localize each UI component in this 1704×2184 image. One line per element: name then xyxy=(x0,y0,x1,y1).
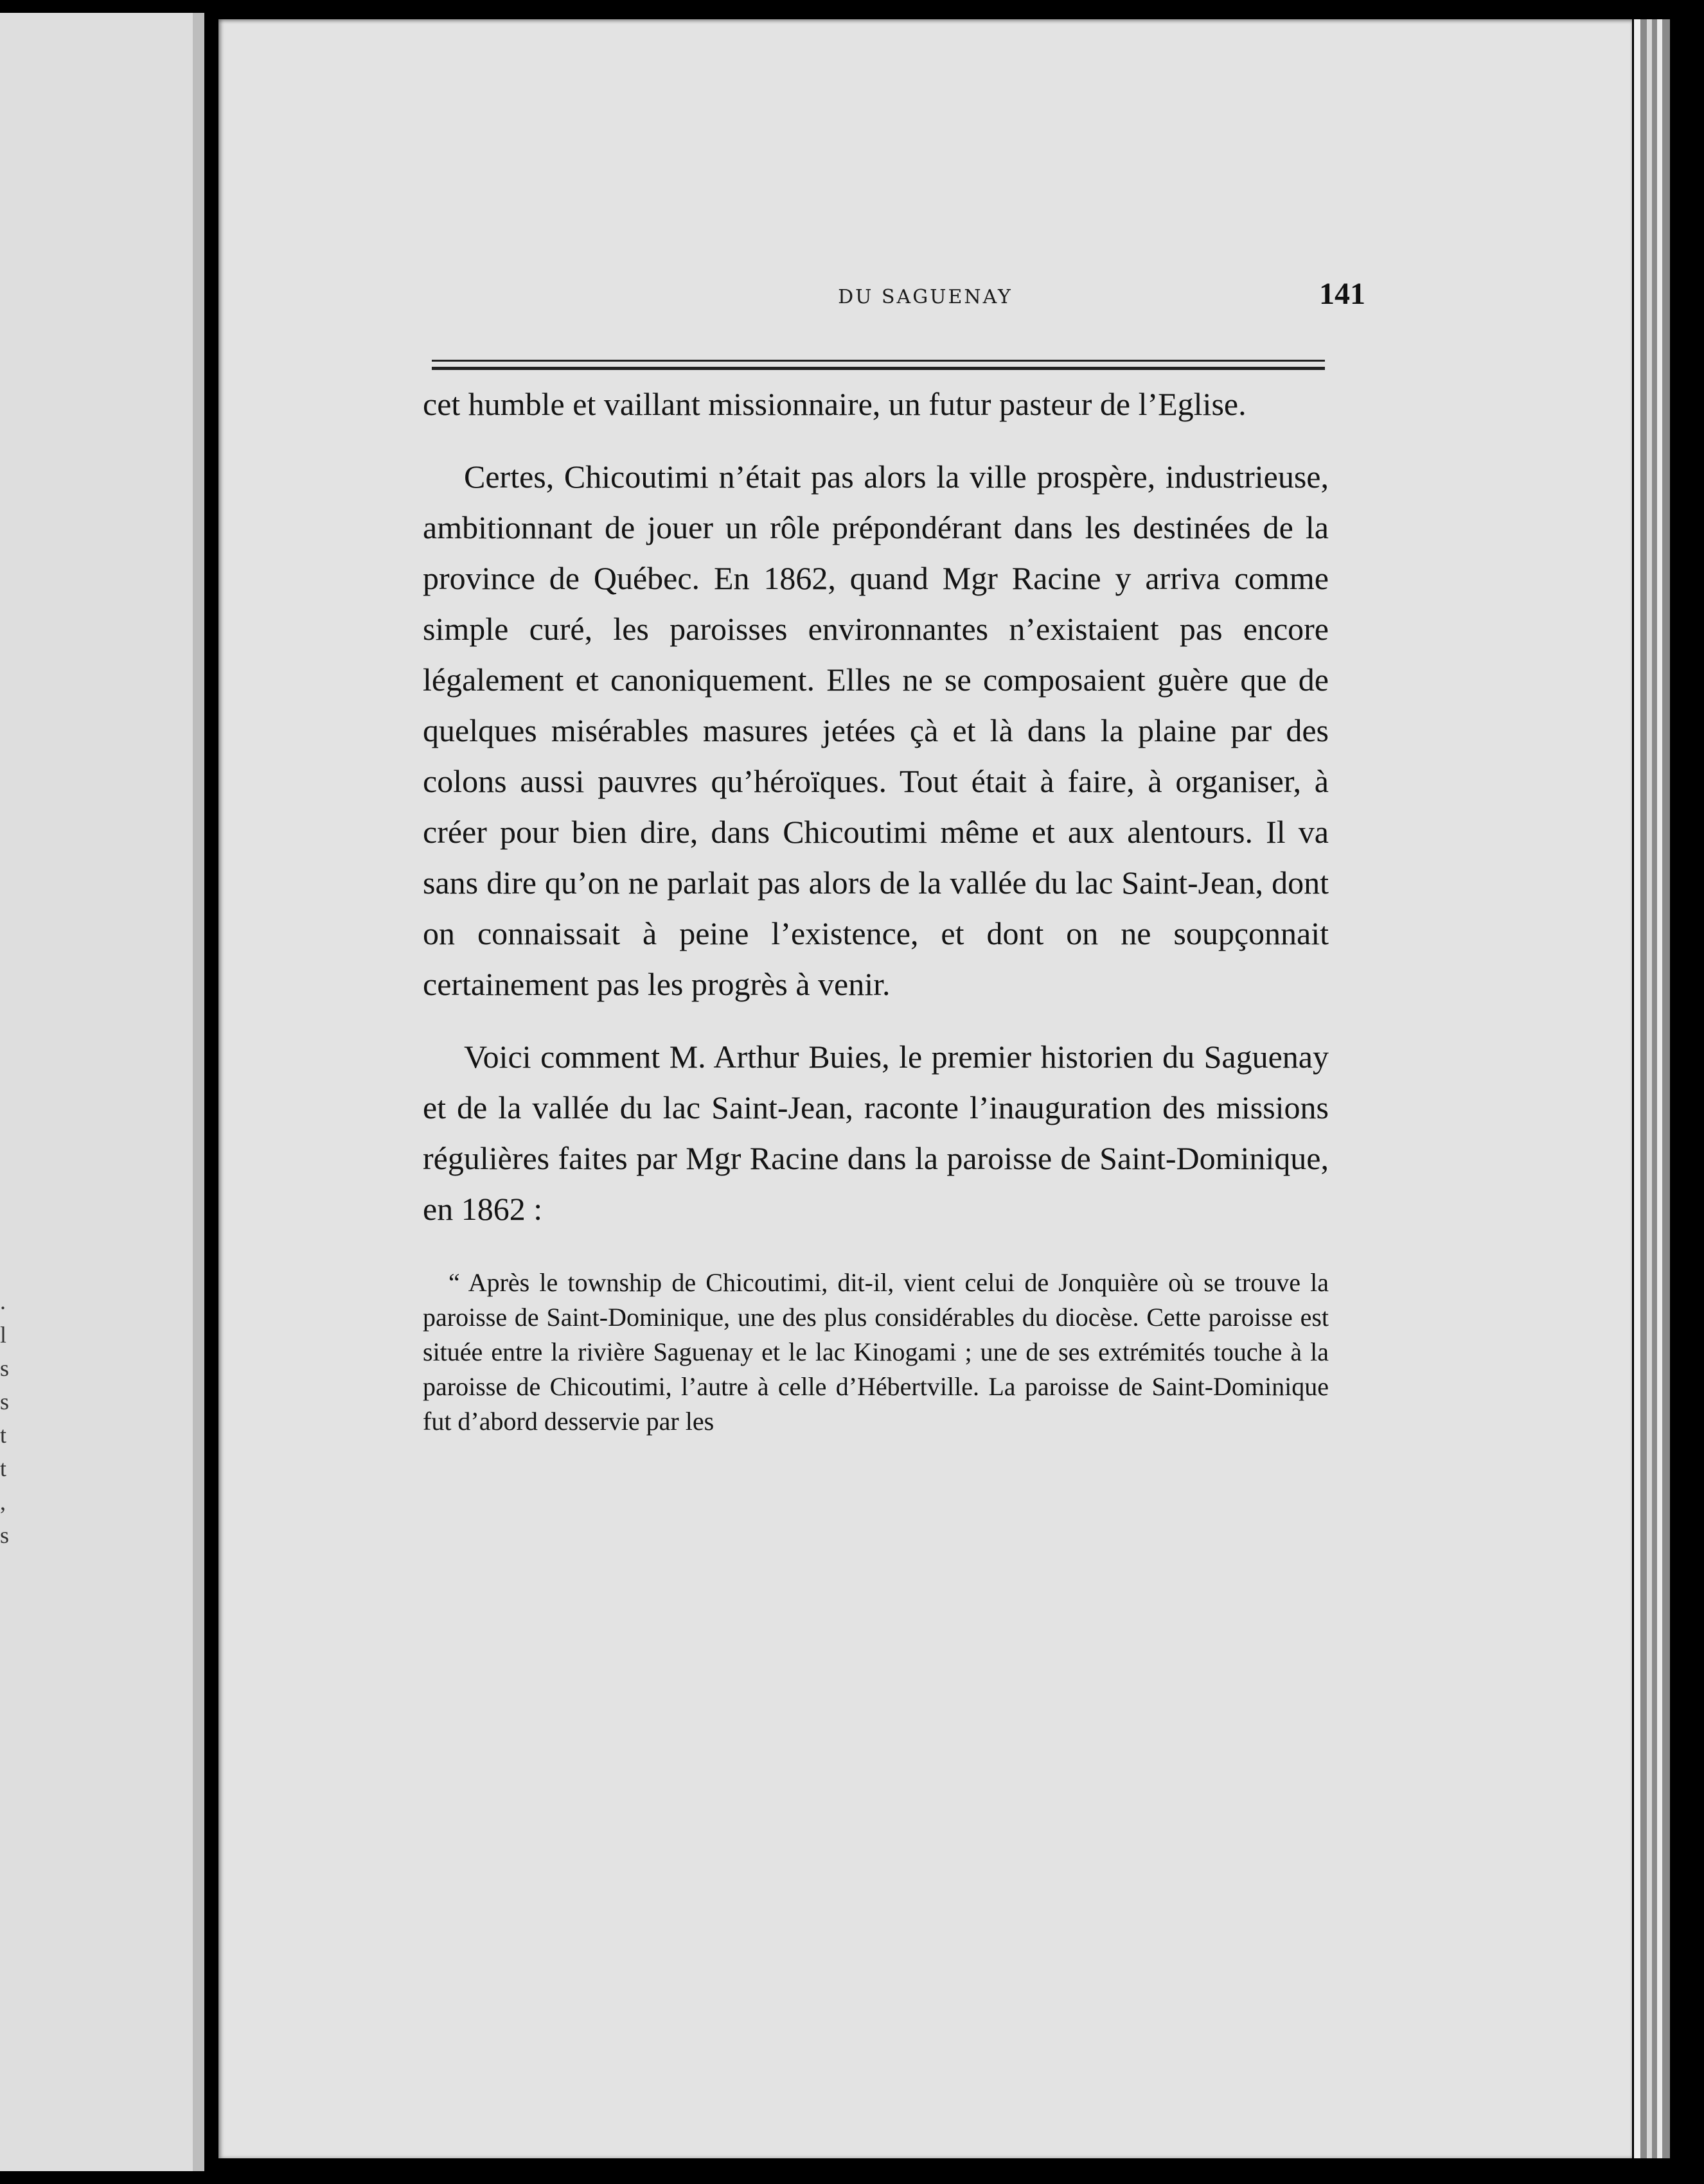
left-fragment: s xyxy=(0,1355,10,1381)
left-page-text-fragments xyxy=(0,1285,13,1799)
book-page xyxy=(218,19,1632,2158)
page-stack-edge xyxy=(1632,19,1670,2158)
left-fragment: l xyxy=(0,1322,7,1348)
left-fragment: s xyxy=(0,1522,10,1548)
book-gutter xyxy=(204,0,218,2184)
left-fragment: s xyxy=(0,1389,10,1414)
left-fragment: t xyxy=(0,1456,7,1481)
left-fragment: . xyxy=(0,1289,6,1314)
paragraph: Voici comment M. Arthur Buies, le premier historien du Saguenay et de la vallée du lac Saint-Jean, raconte l’inauguration des missions régulières faites par Mgr Racine dans la paroisse de Saint-Dominique, en 1862 : xyxy=(423,1039,1329,1227)
paragraph: Certes, Chicoutimi n’était pas alors la ville prospère, industrieuse, ambitionnant de jouer un rôle prépondérant dans les destinées de la province de Québec. En 1862, quand Mgr Racine y arriva comme simple curé, les paroisses environnantes n’existaient pas encore légalement et canoniquement. Elles ne se composaient guère que de quelques misérables masures jetées çà et là dans la plaine par des colons aussi pauvres qu’héroïques. Tout était à faire, à organiser, à créer pour bien dire, dans Chicoutimi même et aux alentours. Il va sans dire qu’on ne parlait pas alors de la vallée du lac Saint-Jean, dont on connaissait à peine l’existence, et dont on ne soupçonnait certainement pas les progrès à venir. xyxy=(423,459,1329,1002)
running-head: DU SAGUENAY xyxy=(838,286,1013,308)
left-fragment: t xyxy=(0,1422,7,1448)
left-page-fold xyxy=(193,13,204,2171)
page-number: 141 xyxy=(1319,277,1365,311)
body-text xyxy=(423,379,1329,1439)
block-quote: “ Après le township de Chicoutimi, dit-il, vient celui de Jonquière où se trouve la paroisse de Saint-Dominique, une des plus considérables du diocèse. Cette paroisse est située entre la rivière Saguenay et le lac Kinogami ; une de ses extrémités touche à la paroisse de Chicoutimi, l’autre à celle d’Hébertville. La paroisse de Saint-Dominique fut d’abord desservie par les xyxy=(423,1268,1329,1436)
header-rule xyxy=(432,360,1325,370)
left-fragment: , xyxy=(0,1489,6,1515)
paragraph-continuation: cet humble et vaillant missionnaire, un futur pasteur de l’Eglise. xyxy=(423,386,1247,422)
left-page-edge xyxy=(0,13,204,2171)
